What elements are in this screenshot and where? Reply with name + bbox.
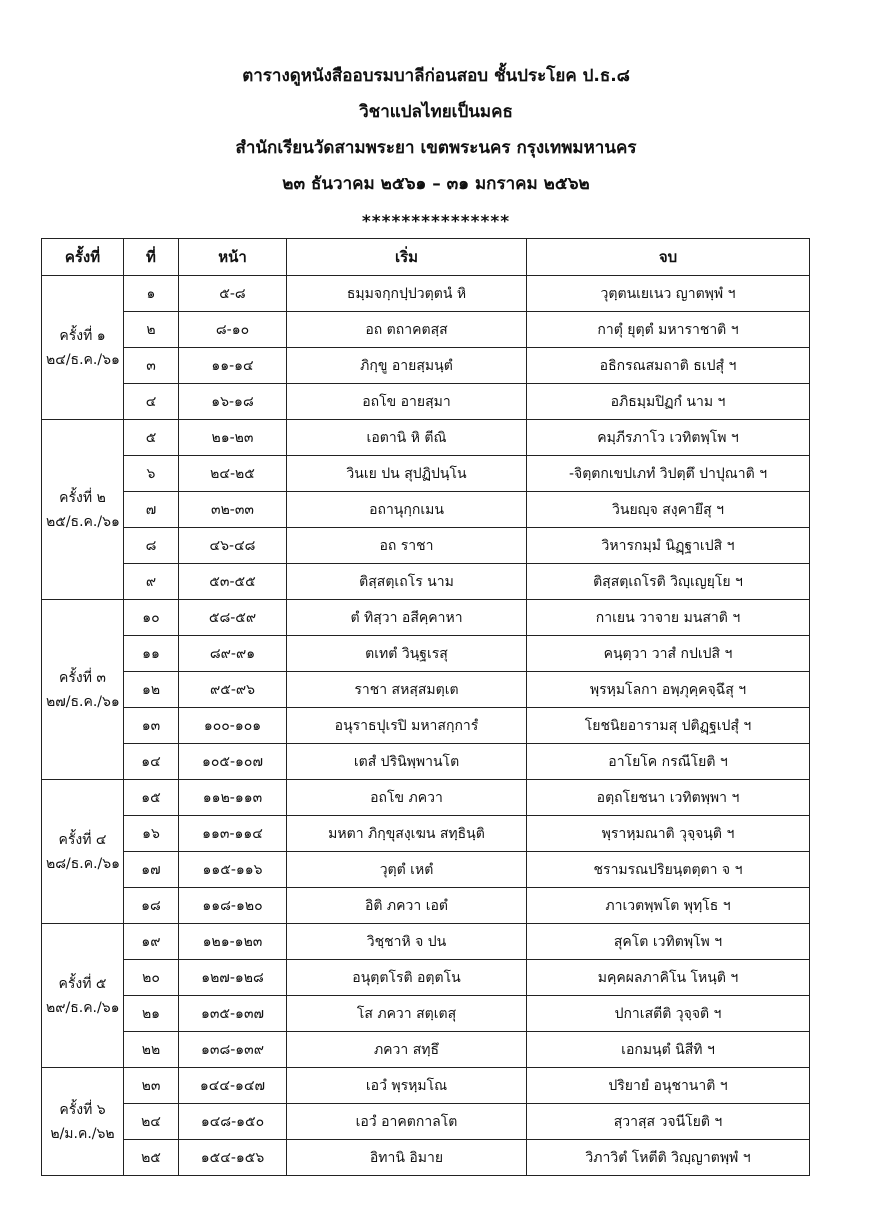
end-text-cell: สุคโต เวทิตพฺโพ ฯ — [527, 924, 810, 960]
round-date: ๒๘/ธ.ค./๖๑ — [46, 855, 121, 872]
table-row — [42, 888, 810, 924]
end-text-cell: คนฺตฺวา วาสํ กปเปสิ ฯ — [527, 636, 810, 672]
page-range-cell: ๑๓๕-๑๓๗ — [179, 996, 287, 1032]
page-range-cell: ๙๕-๙๖ — [179, 672, 287, 708]
round-cell — [42, 1068, 124, 1176]
start-text-cell: อถานุกฺกเมน — [287, 492, 527, 528]
start-text-cell: อถ ตถาคตสฺส — [287, 312, 527, 348]
start-text-cell: มหตา ภิกฺขุสงฺเฆน สทฺธินฺติ — [287, 816, 527, 852]
page-range-cell: ๑๑๒-๑๑๓ — [179, 780, 287, 816]
end-text-cell: กาเยน วาจาย มนสาติ ฯ — [527, 600, 810, 636]
table-row — [42, 636, 810, 672]
page-range-cell: ๘-๑๐ — [179, 312, 287, 348]
page-range-cell: ๒๑-๒๓ — [179, 420, 287, 456]
page-range-cell: ๕-๘ — [179, 276, 287, 312]
start-text-cell: อถ ราชา — [287, 528, 527, 564]
round-label: ครั้งที่ ๔ — [58, 831, 107, 848]
page-range-cell: ๒๔-๒๕ — [179, 456, 287, 492]
end-text-cell: อภิธมฺมปิฏกํ นาม ฯ — [527, 384, 810, 420]
row-number-cell: ๑ — [124, 276, 179, 312]
page-range-cell: ๑๓๘-๑๓๙ — [179, 1032, 287, 1068]
row-number-cell: ๑๗ — [124, 852, 179, 888]
table-row — [42, 1068, 810, 1104]
page-range-cell: ๓๒-๓๓ — [179, 492, 287, 528]
page-range-cell: ๑๔๔-๑๔๗ — [179, 1068, 287, 1104]
page-range-cell: ๑๑-๑๔ — [179, 348, 287, 384]
table-row — [42, 708, 810, 744]
end-text-cell: เอกมนฺตํ นิสีทิ ฯ — [527, 1032, 810, 1068]
start-text-cell: ติสฺสตฺเถโร นาม — [287, 564, 527, 600]
page-range-cell: ๑๔๘-๑๕๐ — [179, 1104, 287, 1140]
row-number-cell: ๔ — [124, 384, 179, 420]
end-text-cell: พฺราหฺมณาติ วุจฺจนฺติ ฯ — [527, 816, 810, 852]
row-number-cell: ๑๖ — [124, 816, 179, 852]
page-range-cell: ๑๑๕-๑๑๖ — [179, 852, 287, 888]
page-range-cell: ๑๖-๑๘ — [179, 384, 287, 420]
row-number-cell: ๑๓ — [124, 708, 179, 744]
end-text-cell: อาโยโค กรณีโยติ ฯ — [527, 744, 810, 780]
start-text-cell: วุตฺตํ เหตํ — [287, 852, 527, 888]
row-number-cell: ๗ — [124, 492, 179, 528]
row-number-cell: ๕ — [124, 420, 179, 456]
start-text-cell: ราชา สหสฺสมตฺเต — [287, 672, 527, 708]
page-range-cell: ๕๘-๕๙ — [179, 600, 287, 636]
start-text-cell: ภควา สทฺธึ — [287, 1032, 527, 1068]
row-number-cell: ๓ — [124, 348, 179, 384]
table-body — [42, 276, 810, 1176]
row-number-cell: ๒๑ — [124, 996, 179, 1032]
document-header — [0, 58, 872, 240]
round-date: ๒๔/ธ.ค./๖๑ — [46, 351, 120, 368]
start-text-cell: อนุตฺตโรติ อตฺตโน — [287, 960, 527, 996]
table-row — [42, 600, 810, 636]
page-range-cell: ๕๓-๕๕ — [179, 564, 287, 600]
round-date: ๒๕/ธ.ค./๖๑ — [46, 513, 120, 530]
round-date: ๒๗/ธ.ค./๖๑ — [46, 693, 120, 710]
page-range-cell: ๘๙-๙๑ — [179, 636, 287, 672]
round-label: ครั้งที่ ๓ — [59, 669, 106, 686]
round-cell — [42, 600, 124, 780]
end-text-cell: ภาเวตพฺพโต พุทฺโธ ฯ — [527, 888, 810, 924]
start-text-cell: เตสํ ปรินิพฺพานโต — [287, 744, 527, 780]
round-label: ครั้งที่ ๖ — [59, 1101, 106, 1118]
doc-subject: วิชาแปลไทยเป็นมคธ — [359, 102, 513, 122]
start-text-cell: วินเย ปน สุปฏิปนฺโน — [287, 456, 527, 492]
end-text-cell: ติสฺสตฺเถโรติ วิญฺเญยฺโย ฯ — [527, 564, 810, 600]
table-row — [42, 1104, 810, 1140]
table-row — [42, 528, 810, 564]
row-number-cell: ๖ — [124, 456, 179, 492]
doc-divider-stars: *************** — [361, 212, 511, 232]
end-text-cell: วุตฺตนเยเนว ญาตพฺพํ ฯ — [527, 276, 810, 312]
end-text-cell: ปกาเสตีติ วุจฺจติ ฯ — [527, 996, 810, 1032]
row-number-cell: ๒๐ — [124, 960, 179, 996]
row-number-cell: ๘ — [124, 528, 179, 564]
header-end: จบ — [527, 239, 810, 276]
row-number-cell: ๑๕ — [124, 780, 179, 816]
end-text-cell: พฺรหฺมโลกา อพฺภุคฺคจฺฉึสุ ฯ — [527, 672, 810, 708]
row-number-cell: ๑๒ — [124, 672, 179, 708]
table-row — [42, 492, 810, 528]
row-number-cell: ๑๐ — [124, 600, 179, 636]
end-text-cell: สฺวาสฺส วจนีโยติ ฯ — [527, 1104, 810, 1140]
row-number-cell: ๒๔ — [124, 1104, 179, 1140]
round-cell — [42, 780, 124, 924]
page-range-cell: ๑๕๔-๑๕๖ — [179, 1140, 287, 1176]
row-number-cell: ๒๕ — [124, 1140, 179, 1176]
row-number-cell: ๑๑ — [124, 636, 179, 672]
start-text-cell: ตเทตํ วินฺฐเรสุ — [287, 636, 527, 672]
table-row — [42, 852, 810, 888]
header-no: ที่ — [124, 239, 179, 276]
table-row — [42, 384, 810, 420]
page-range-cell: ๑๒๑-๑๒๓ — [179, 924, 287, 960]
start-text-cell: ภิกฺขู อายสฺมนฺตํ — [287, 348, 527, 384]
table-row — [42, 960, 810, 996]
start-text-cell: ตํ ทิสฺวา อสีคฺคาหา — [287, 600, 527, 636]
page-range-cell: ๑๐๐-๑๐๑ — [179, 708, 287, 744]
row-number-cell: ๑๙ — [124, 924, 179, 960]
start-text-cell: อิทานิ อิมาย — [287, 1140, 527, 1176]
page-range-cell: ๑๑๓-๑๑๔ — [179, 816, 287, 852]
end-text-cell: มคฺคผลภาคิโน โหนฺติ ฯ — [527, 960, 810, 996]
start-text-cell: ธมฺมจกฺกปฺปวตฺตนํ หิ — [287, 276, 527, 312]
table-row — [42, 672, 810, 708]
start-text-cell: เอตานิ หิ ตีณิ — [287, 420, 527, 456]
table-header-row — [42, 239, 810, 276]
page-range-cell: ๑๑๘-๑๒๐ — [179, 888, 287, 924]
start-text-cell: อนุราธปุเรปิ มหาสกฺการํ — [287, 708, 527, 744]
round-cell — [42, 924, 124, 1068]
doc-institution: สำนักเรียนวัดสามพระยา เขตพระนคร กรุงเทพมหานคร — [235, 138, 637, 158]
row-number-cell: ๑๘ — [124, 888, 179, 924]
round-label: ครั้งที่ ๒ — [59, 489, 106, 506]
header-start: เริ่ม — [287, 239, 527, 276]
end-text-cell: โยชนิยอารามสุ ปติฏฺฐเปสุํ ฯ — [527, 708, 810, 744]
end-text-cell: ปริยายํ อนุชานาติ ฯ — [527, 1068, 810, 1104]
schedule-table — [41, 238, 810, 1176]
table-row — [42, 312, 810, 348]
table-row — [42, 816, 810, 852]
end-text-cell: ชรามรณปริยนฺตตฺตา จ ฯ — [527, 852, 810, 888]
row-number-cell: ๒ — [124, 312, 179, 348]
round-date: ๒/ม.ค./๖๒ — [50, 1125, 115, 1142]
page-range-cell: ๔๖-๔๘ — [179, 528, 287, 564]
page-range-cell: ๑๒๗-๑๒๘ — [179, 960, 287, 996]
table-row — [42, 924, 810, 960]
round-date: ๒๙/ธ.ค./๖๑ — [46, 999, 120, 1016]
table-row — [42, 996, 810, 1032]
end-text-cell: -จิตฺตกเขปเภทํ วิปตฺตึ ปาปุณาติ ฯ — [527, 456, 810, 492]
end-text-cell: วินยญฺจ สงฺคายึสุ ฯ — [527, 492, 810, 528]
end-text-cell: วิหารกมฺมํ นิฏฺฐาเปสิ ฯ — [527, 528, 810, 564]
start-text-cell: อิติ ภควา เอตํ — [287, 888, 527, 924]
table-row — [42, 1032, 810, 1068]
start-text-cell: โส ภควา สตฺเตสุ — [287, 996, 527, 1032]
end-text-cell: คมฺภีรภาโว เวทิตพฺโพ ฯ — [527, 420, 810, 456]
table-row — [42, 348, 810, 384]
row-number-cell: ๒๓ — [124, 1068, 179, 1104]
round-cell — [42, 276, 124, 420]
start-text-cell: เอวํ พฺรหฺมโณ — [287, 1068, 527, 1104]
doc-title: ตารางดูหนังสืออบรมบาลีก่อนสอบ ชั้นประโยค ป.ธ.๘ — [242, 66, 630, 86]
round-label: ครั้งที่ ๑ — [59, 327, 106, 344]
header-page: หน้า — [179, 239, 287, 276]
start-text-cell: อถโข อายสฺมา — [287, 384, 527, 420]
table-row — [42, 276, 810, 312]
header-round: ครั้งที่ — [42, 239, 124, 276]
row-number-cell: ๑๔ — [124, 744, 179, 780]
row-number-cell: ๙ — [124, 564, 179, 600]
table-row — [42, 1140, 810, 1176]
table-row — [42, 744, 810, 780]
start-text-cell: เอวํ อาคตกาลโต — [287, 1104, 527, 1140]
page-range-cell: ๑๐๕-๑๐๗ — [179, 744, 287, 780]
start-text-cell: วิชฺชาหิ จ ปน — [287, 924, 527, 960]
table-row — [42, 420, 810, 456]
start-text-cell: อถโข ภควา — [287, 780, 527, 816]
end-text-cell: วิภาวิตํ โหตีติ วิญฺญาตพฺพํ ฯ — [527, 1140, 810, 1176]
table-row — [42, 780, 810, 816]
table-row — [42, 456, 810, 492]
row-number-cell: ๒๒ — [124, 1032, 179, 1068]
end-text-cell: อตฺถโยชนา เวทิตพฺพา ฯ — [527, 780, 810, 816]
end-text-cell: อธิกรณสมถาติ ธเปสุํ ฯ — [527, 348, 810, 384]
table-row — [42, 564, 810, 600]
round-label: ครั้งที่ ๕ — [58, 975, 107, 992]
doc-date-range: ๒๓ ธันวาคม ๒๕๖๑ – ๓๑ มกราคม ๒๕๖๒ — [282, 174, 590, 194]
round-cell — [42, 420, 124, 600]
end-text-cell: กาตุํ ยุตฺตํ มหาราชาติ ฯ — [527, 312, 810, 348]
